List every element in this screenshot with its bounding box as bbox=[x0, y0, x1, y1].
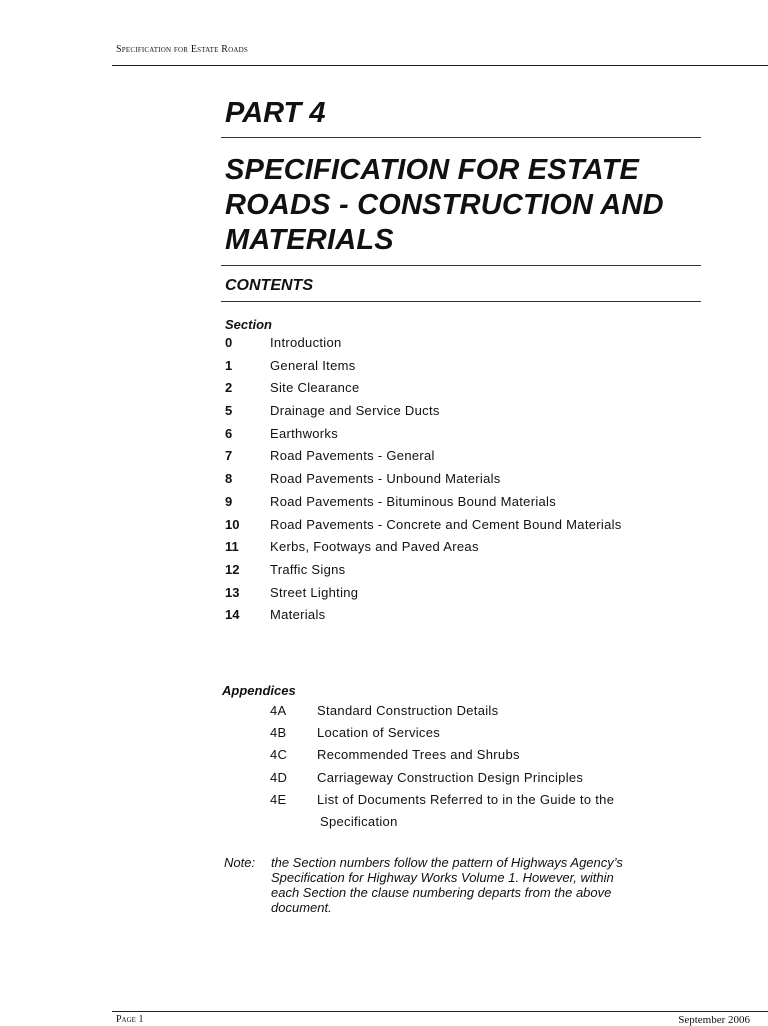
section-title: Road Pavements - Concrete and Cement Bound Materials bbox=[270, 516, 622, 532]
section-title: Materials bbox=[270, 607, 326, 623]
note-line: each Section the clause numbering departs from the above bbox=[271, 885, 612, 900]
header-rule bbox=[112, 65, 768, 66]
section-title: Site Clearance bbox=[270, 380, 360, 396]
section-title: Road Pavements - Bituminous Bound Materials bbox=[270, 493, 557, 509]
note-line: the Section numbers follow the pattern of Highways Agency’s bbox=[271, 855, 623, 870]
appendix-code: 4C bbox=[270, 747, 288, 763]
section-title: General Items bbox=[270, 357, 356, 373]
appendix-code: 4A bbox=[270, 703, 287, 718]
appendix-title: Location of Services bbox=[317, 725, 441, 741]
section-number: 2 bbox=[225, 380, 233, 396]
appendix-title-continuation: Specification bbox=[320, 813, 398, 829]
title-rule-top bbox=[221, 137, 701, 138]
appendix-title: Carriageway Construction Design Principles bbox=[317, 769, 584, 785]
note-line: document. bbox=[271, 900, 332, 915]
section-number: 14 bbox=[225, 607, 240, 623]
appendices-heading: Appendices bbox=[222, 683, 296, 698]
section-number: 7 bbox=[225, 448, 233, 464]
appendix-title: Recommended Trees and Shrubs bbox=[317, 747, 520, 763]
section-title: Road Pavements - General bbox=[270, 448, 435, 464]
section-number: 13 bbox=[225, 584, 240, 600]
section-title: Introduction bbox=[270, 335, 342, 350]
contents-heading: CONTENTS bbox=[225, 277, 313, 294]
section-heading: Section bbox=[225, 317, 272, 332]
part-title: PART 4 bbox=[225, 97, 326, 129]
section-number: 0 bbox=[225, 335, 233, 350]
appendix-title: List of Documents Referred to in the Guide to the bbox=[317, 791, 615, 807]
appendix-code: 4B bbox=[270, 725, 287, 741]
section-title: Drainage and Service Ducts bbox=[270, 403, 440, 419]
note-text bbox=[271, 855, 691, 915]
title-rule-bottom bbox=[221, 265, 701, 266]
section-number: 1 bbox=[225, 357, 233, 373]
footer-date: September 2006 bbox=[678, 1014, 750, 1026]
section-number: 8 bbox=[225, 471, 233, 487]
contents-rule bbox=[221, 301, 701, 302]
main-title bbox=[225, 153, 705, 258]
footer-page-number: Page 1 bbox=[116, 1014, 144, 1025]
note-line: Specification for Highway Works Volume 1. However, within bbox=[271, 870, 614, 885]
running-header: Specification for Estate Roads bbox=[116, 44, 249, 55]
section-title: Earthworks bbox=[270, 425, 339, 441]
section-title: Kerbs, Footways and Paved Areas bbox=[270, 539, 479, 555]
section-title: Traffic Signs bbox=[270, 561, 346, 577]
footer-rule bbox=[112, 1011, 768, 1012]
section-number: 10 bbox=[225, 516, 240, 532]
main-title-line: ROADS - CONSTRUCTION AND bbox=[225, 189, 664, 221]
section-number: 5 bbox=[225, 403, 233, 419]
appendix-title: Standard Construction Details bbox=[317, 703, 499, 718]
section-number: 6 bbox=[225, 425, 233, 441]
section-number: 9 bbox=[225, 493, 233, 509]
section-title: Street Lighting bbox=[270, 584, 359, 600]
main-title-line: MATERIALS bbox=[225, 224, 394, 256]
appendix-code: 4D bbox=[270, 769, 288, 785]
main-title-line: SPECIFICATION FOR ESTATE bbox=[225, 154, 640, 186]
note-label: Note: bbox=[224, 855, 256, 870]
section-number: 11 bbox=[225, 539, 239, 555]
appendix-code: 4E bbox=[270, 791, 287, 807]
section-title: Road Pavements - Unbound Materials bbox=[270, 471, 501, 487]
section-number: 12 bbox=[225, 561, 240, 577]
